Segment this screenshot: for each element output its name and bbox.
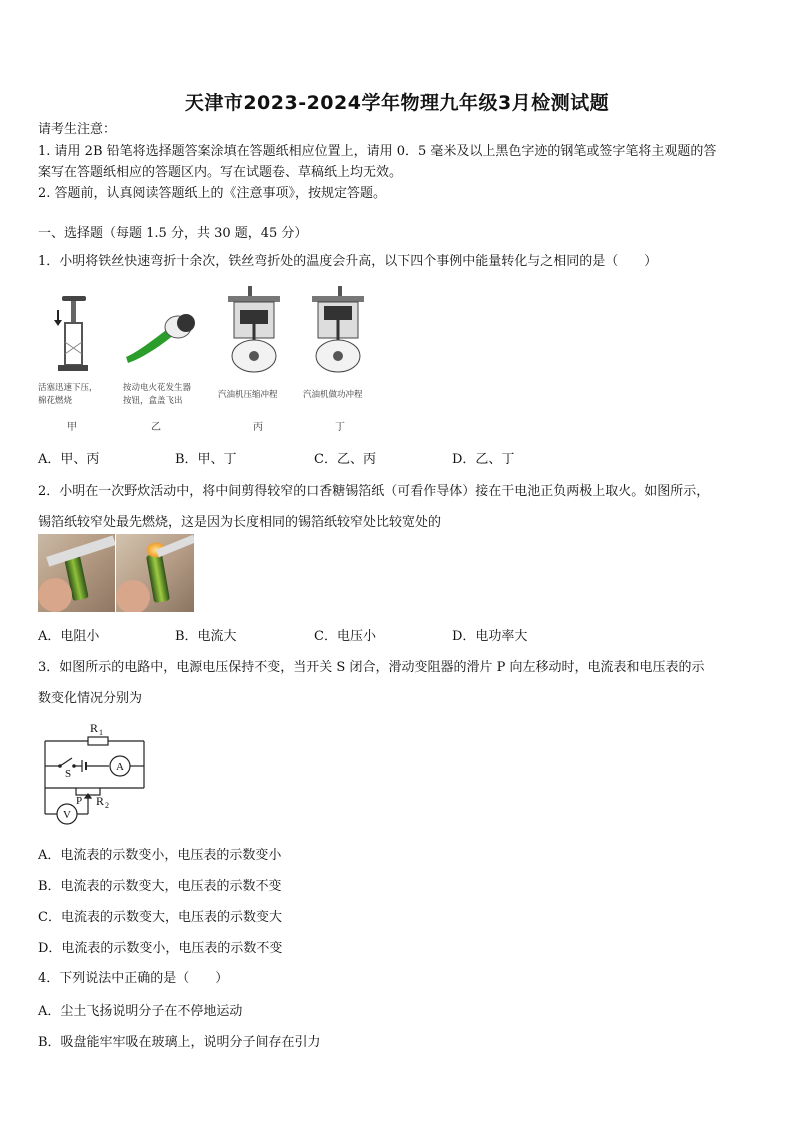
notice-heading: 请考生注意： bbox=[38, 122, 117, 137]
fig-a-caption-1: 活塞迅速下压， bbox=[38, 383, 98, 393]
fig-b-spark-generator-icon bbox=[118, 305, 198, 365]
q3-option-a: A．电流表的示数变小，电压表的示数变小 bbox=[38, 848, 282, 863]
q2-option-c: C．电压小 bbox=[314, 629, 376, 644]
switch-label: S bbox=[65, 768, 72, 780]
tin-foil-photo-1 bbox=[38, 534, 115, 612]
q3-stem-line-2: 数变化情况分别为 bbox=[38, 691, 143, 706]
q1-option-b: B．甲、丁 bbox=[175, 452, 237, 467]
slider-label: P bbox=[76, 795, 83, 807]
fig-d-engine-icon bbox=[306, 284, 370, 376]
q1-option-d: D．乙、丁 bbox=[452, 452, 515, 467]
fig-label-d: 丁 bbox=[335, 422, 345, 433]
notice-item-2: 2. 答题前，认真阅读答题纸上的《注意事项》，按规定答题。 bbox=[38, 186, 387, 201]
circuit-diagram bbox=[40, 716, 150, 828]
q2-stem-line-1: 2．小明在一次野炊活动中，将中间剪得较窄的口香糖锡箔纸（可看作导体）接在干电池正负两极上取火。如图所示， bbox=[38, 484, 710, 499]
r1-label: R bbox=[90, 721, 99, 735]
q3-option-d: D．电流表的示数变小，电压表的示数不变 bbox=[38, 941, 283, 956]
q1-option-c: C．乙、丙 bbox=[314, 452, 376, 467]
tin-foil-photo-2 bbox=[116, 534, 194, 612]
fig-d-caption: 汽油机做功冲程 bbox=[303, 390, 363, 400]
q3-option-c: C．电流表的示数变大，电压表的示数变大 bbox=[38, 910, 282, 925]
fig-label-a: 甲 bbox=[67, 422, 77, 433]
r2-label: R bbox=[96, 794, 105, 808]
r1-subscript: 1 bbox=[99, 728, 103, 737]
fig-label-b: 乙 bbox=[151, 422, 161, 433]
notice-item-1-line-2: 案写在答题纸相应的答题区内。写在试题卷、草稿纸上均无效。 bbox=[38, 165, 403, 180]
notice-item-1-line-1: 1. 请用 2B 铅笔将选择题答案涂填在答题纸相应位置上，请用 0．5 毫米及以上黑色字迹的钢笔或签字笔将主观题的答 bbox=[38, 144, 717, 159]
q2-option-b: B．电流大 bbox=[175, 629, 237, 644]
q1-stem: 1．小明将铁丝快速弯折十余次，铁丝弯折处的温度会升高，以下四个事例中能量转化与之相同的是（ ） bbox=[38, 254, 658, 269]
fig-c-caption: 汽油机压缩冲程 bbox=[218, 390, 278, 400]
ammeter-label: A bbox=[116, 761, 124, 773]
fig-label-c: 丙 bbox=[253, 422, 263, 433]
q4-option-b: B．吸盘能牢牢吸在玻璃上，说明分子间存在引力 bbox=[38, 1035, 321, 1050]
q4-stem: 4．下列说法中正确的是（ ） bbox=[38, 971, 229, 986]
q2-option-a: A．电阻小 bbox=[38, 629, 100, 644]
r2-subscript: 2 bbox=[105, 801, 109, 810]
q3-option-b: B．电流表的示数变大，电压表的示数不变 bbox=[38, 879, 282, 894]
fig-a-piston-icon bbox=[48, 292, 98, 378]
voltmeter-label: V bbox=[63, 809, 71, 821]
q2-option-d: D．电功率大 bbox=[452, 629, 528, 644]
fig-c-engine-icon bbox=[222, 284, 286, 376]
fig-a-caption-2: 棉花燃烧 bbox=[38, 396, 73, 406]
q2-stem-line-2: 锡箔纸较窄处最先燃烧，这是因为长度相同的锡箔纸较窄处比较宽处的 bbox=[38, 515, 442, 530]
page-title: 天津市2023-2024学年物理九年级3月检测试题 bbox=[184, 92, 610, 114]
fig-b-caption-1: 按动电火花发生器 bbox=[123, 383, 192, 393]
q1-option-a: A．甲、丙 bbox=[38, 452, 100, 467]
fig-b-caption-2: 按钮，盒盖飞出 bbox=[123, 396, 183, 406]
q3-stem-line-1: 3．如图所示的电路中，电源电压保持不变，当开关 S 闭合，滑动变阻器的滑片 P 向左移动时，电流表和电压表的示 bbox=[38, 660, 705, 675]
section-heading: 一、选择题（每题 1.5 分，共 30 题，45 分） bbox=[38, 226, 308, 241]
q4-option-a: A．尘土飞扬说明分子在不停地运动 bbox=[38, 1004, 243, 1019]
